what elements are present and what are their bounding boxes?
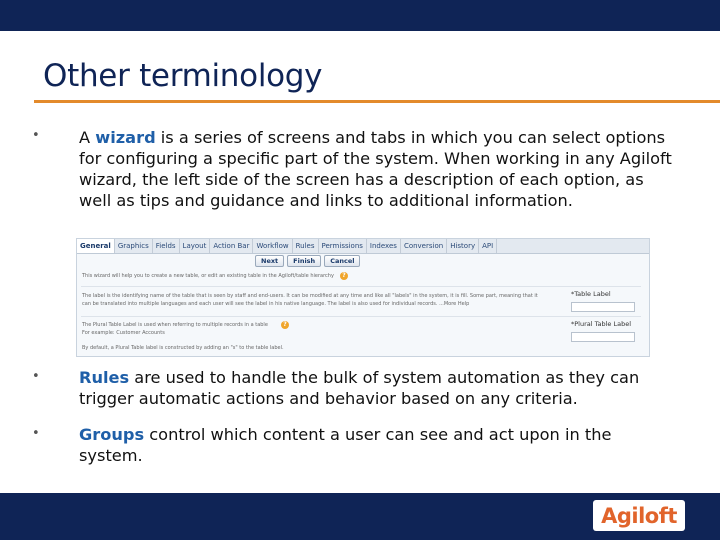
- help-icon[interactable]: ?: [340, 272, 348, 280]
- wizard-screenshot: [76, 238, 650, 357]
- wizard-tab-graphics[interactable]: Graphics: [115, 239, 153, 253]
- wizard-tab-fields[interactable]: Fields: [153, 239, 180, 253]
- wizard-tab-indexes[interactable]: Indexes: [367, 239, 401, 253]
- title-underline: [34, 100, 720, 103]
- plural-label-input[interactable]: [571, 332, 635, 342]
- text-segment: A: [79, 128, 96, 147]
- keyword-wizard: wizard: [95, 128, 156, 147]
- wizard-tab-conversion[interactable]: Conversion: [401, 239, 447, 253]
- table-label-description: The label is the identifying name of the table that is seen by staff and end-users. It can be modified at any time and like all "labels" in the system, it is fill. Some part, meaning that it: [82, 293, 538, 299]
- cancel-button[interactable]: Cancel: [324, 255, 360, 267]
- divider: [81, 316, 641, 317]
- logo-wordmark: Agiloft: [601, 503, 677, 528]
- wizard-tab-permissions[interactable]: Permissions: [319, 239, 367, 253]
- text-segment: is a series of screens and tabs in which you can select options for configuring a specific part of the system. When working in any Agiloft wizard, the left side of the screen has a description of each option, as well as tips and guidance and links to additional information.: [79, 128, 672, 210]
- finish-button[interactable]: Finish: [287, 255, 321, 267]
- wizard-tab-api[interactable]: API: [479, 239, 497, 253]
- wizard-tab-layout[interactable]: Layout: [180, 239, 211, 253]
- divider: [81, 286, 641, 287]
- bullet-groups-text: [79, 424, 679, 466]
- slide-page-number: 8: [356, 480, 364, 491]
- bullet-marker: •: [32, 426, 40, 441]
- wizard-tab-workflow[interactable]: Workflow: [253, 239, 292, 253]
- keyword-rules: Rules: [79, 368, 130, 387]
- bullet-marker: •: [32, 369, 40, 384]
- wizard-button-row: [255, 255, 360, 267]
- wizard-tab-bar: [77, 239, 649, 254]
- keyword-groups: Groups: [79, 425, 145, 444]
- agiloft-logo: [593, 500, 685, 531]
- plural-label-example: For example: Customer Accounts: [82, 330, 165, 336]
- plural-label-description: The Plural Table Label is used when referring to multiple records in a table: [82, 322, 268, 328]
- wizard-tab-history[interactable]: History: [447, 239, 479, 253]
- bullet-wizard-text: [79, 127, 679, 211]
- table-label-field-label: *Table Label: [571, 290, 611, 298]
- table-label-description-cont: can be translated into multiple languages and each user will see the label in his native language. The label is also used for individual records. ...More Help: [82, 301, 470, 307]
- table-label-input[interactable]: [571, 302, 635, 312]
- plural-label-default-note: By default, a Plural Table label is constructed by adding an "s" to the table label.: [82, 345, 284, 351]
- wizard-tab-rules[interactable]: Rules: [293, 239, 319, 253]
- text-segment: are used to handle the bulk of system automation as they can trigger automatic actions and behavior based on any criteria.: [79, 368, 640, 408]
- bullet-rules-text: [79, 367, 679, 409]
- slide-title: Other terminology: [43, 58, 323, 94]
- bullet-marker: •: [32, 128, 40, 143]
- help-icon[interactable]: ?: [281, 321, 289, 329]
- wizard-tab-general[interactable]: General: [77, 239, 115, 253]
- wizard-intro-text: This wizard will help you to create a new table, or edit an existing table in the Agiloft/table hierarchy: [82, 273, 334, 279]
- plural-label-field-label: *Plural Table Label: [571, 320, 632, 328]
- text-segment: control which content a user can see and act upon in the system.: [79, 425, 612, 465]
- top-banner: [0, 0, 720, 31]
- wizard-tab-action-bar[interactable]: Action Bar: [210, 239, 253, 253]
- next-button[interactable]: Next: [255, 255, 284, 267]
